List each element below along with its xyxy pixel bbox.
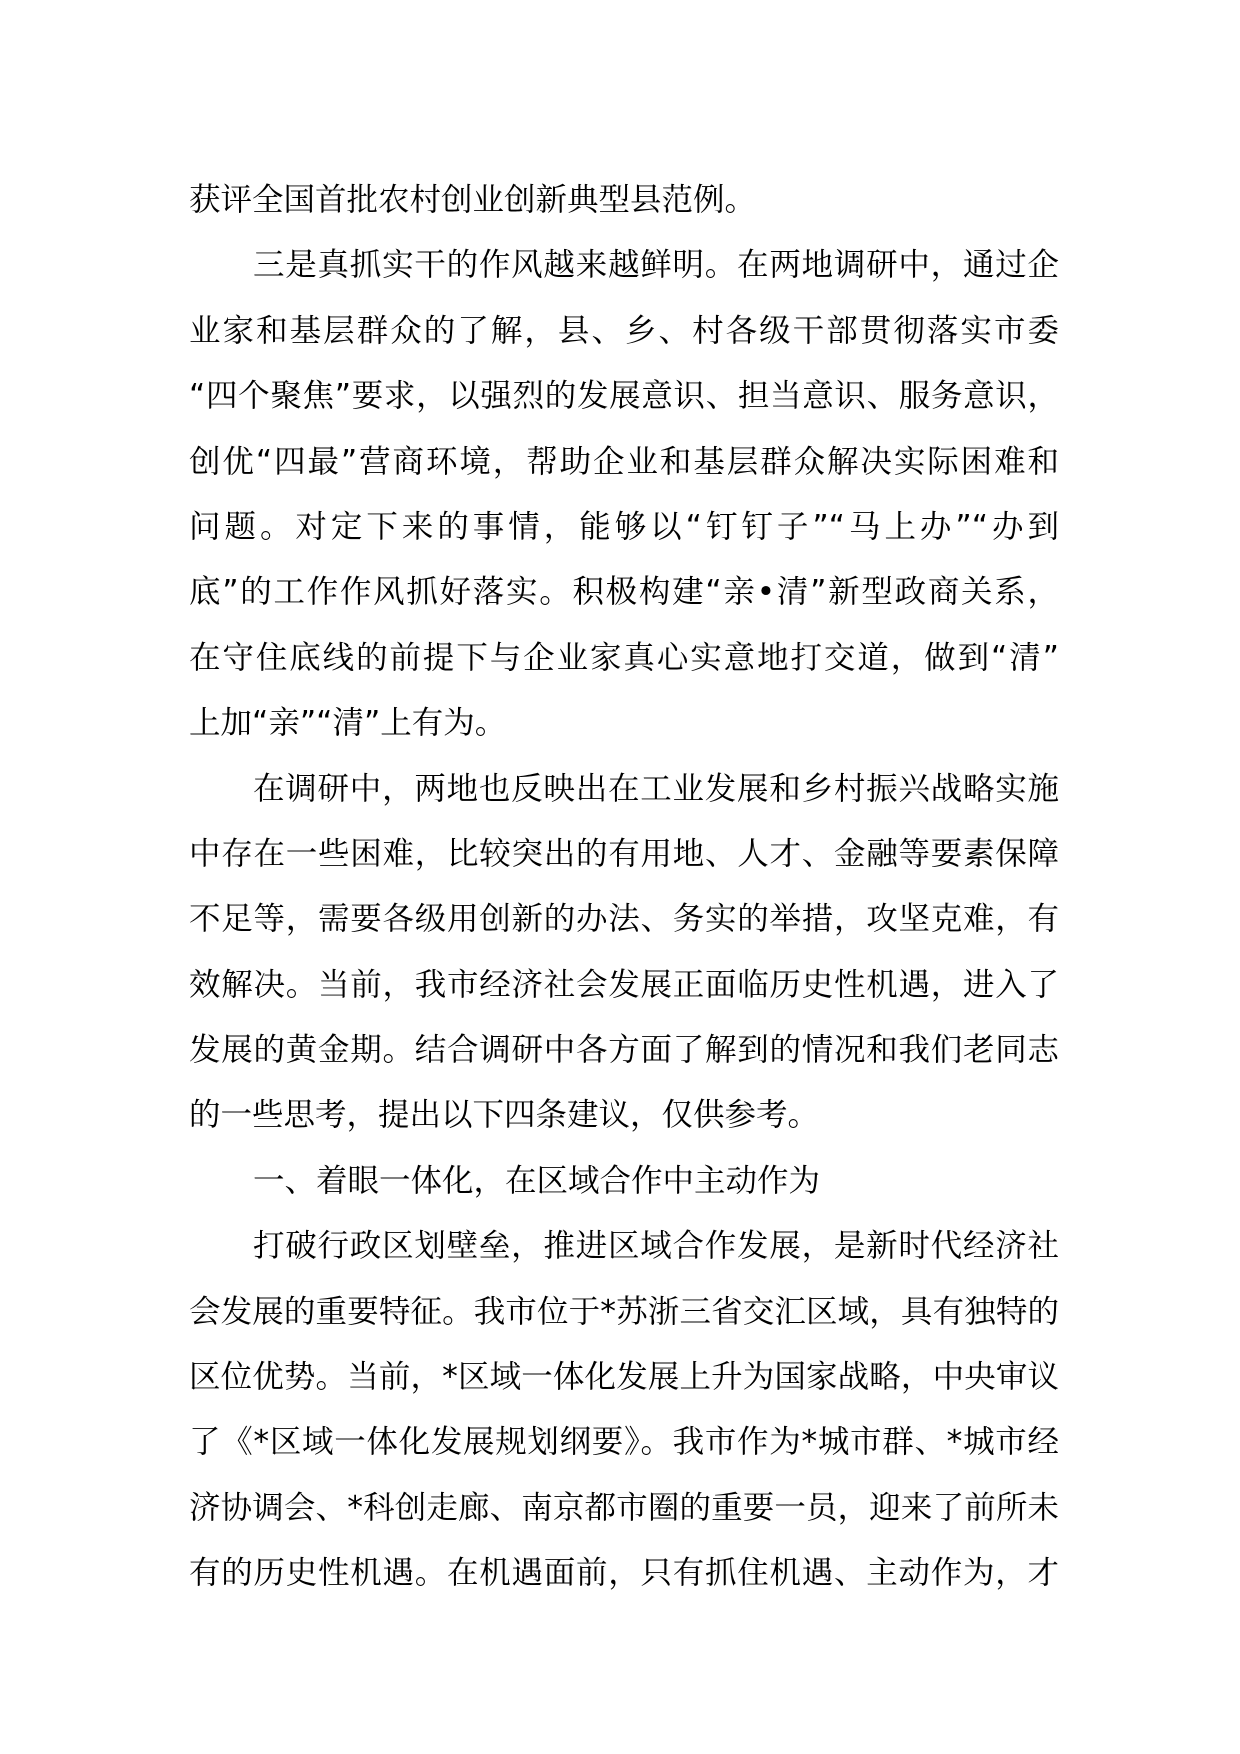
text-line: 获评全国首批农村创业创新典型县范例。 <box>189 182 757 218</box>
body-text <box>189 168 1059 1607</box>
text-line: 发展的黄金期。结合调研中各方面了解到的情况和我们老同志 <box>189 1032 1059 1069</box>
text-line: 济协调会、*科创走廊、南京都市圈的重要一员，迎来了前所未 <box>189 1489 1059 1526</box>
text-line: 不足等，需要各级用创新的办法、务实的举措，攻坚克难，有 <box>189 901 1059 938</box>
paragraph <box>189 757 1059 1149</box>
text-line: 效解决。当前，我市经济社会发展正面临历史性机遇，进入了 <box>189 966 1059 1003</box>
text-line: 了《*区域一体化发展规划纲要》。我市作为*城市群、*城市经 <box>189 1424 1059 1461</box>
text-line: 区位优势。当前，*区域一体化发展上升为国家战略，中央审议 <box>189 1359 1059 1396</box>
text-line: 业家和基层群众的了解，县、乡、村各级干部贯彻落实市委 <box>189 312 1059 349</box>
paragraph-continued <box>189 168 1059 233</box>
text-line: 上加“亲”“清”上有为。 <box>189 705 507 742</box>
text-line: “四个聚焦”要求，以强烈的发展意识、担当意识、服务意识， <box>189 378 1059 415</box>
paragraph <box>189 1214 1059 1606</box>
heading-line: 一、着眼一体化，在区域合作中主动作为 <box>253 1162 821 1199</box>
text-line: 打破行政区划壁垒，推进区域合作发展，是新时代经济社 <box>253 1228 1059 1265</box>
text-line: 底”的工作作风抓好落实。积极构建“亲•清”新型政商关系， <box>189 574 1059 611</box>
text-line: 会发展的重要特征。我市位于*苏浙三省交汇区域，具有独特的 <box>189 1293 1059 1330</box>
text-line: 的一些思考，提出以下四条建议，仅供参考。 <box>189 1097 820 1134</box>
text-line: 三是真抓实干的作风越来越鲜明。在两地调研中，通过企 <box>253 247 1059 284</box>
text-line: 问题。对定下来的事情，能够以“钉钉子”“马上办”“办到 <box>189 508 1059 545</box>
text-line: 有的历史性机遇。在机遇面前，只有抓住机遇、主动作为，才 <box>189 1555 1059 1592</box>
text-line: 在守住底线的前提下与企业家真心实意地打交道，做到“清” <box>189 639 1059 676</box>
text-line: 中存在一些困难，比较突出的有用地、人才、金融等要素保障 <box>189 835 1059 872</box>
text-line: 创优“四最”营商环境，帮助企业和基层群众解决实际困难和 <box>189 443 1059 480</box>
section-heading <box>189 1149 1059 1214</box>
paragraph <box>189 233 1059 756</box>
text-line: 在调研中，两地也反映出在工业发展和乡村振兴战略实施 <box>253 770 1059 807</box>
